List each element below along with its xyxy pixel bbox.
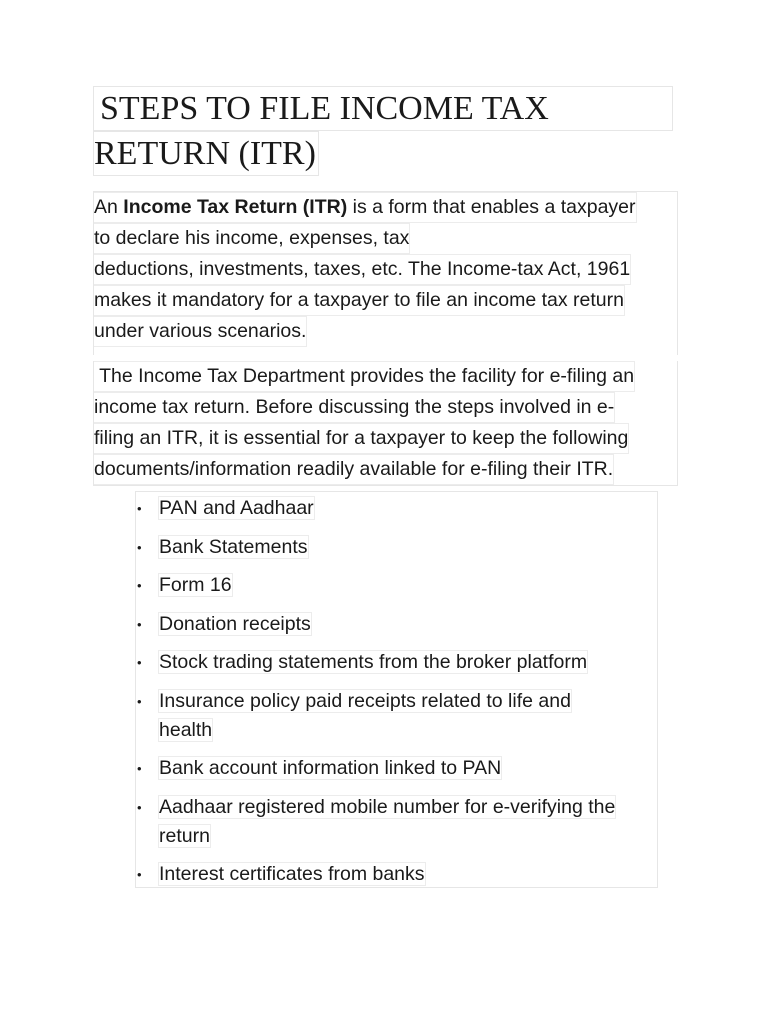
bullet-icon: • [137, 693, 142, 709]
list-item [135, 687, 656, 745]
bullet-icon: • [137, 578, 142, 593]
bullet-icon: • [137, 867, 142, 882]
list-item-text: PAN and Aadhaar [159, 497, 314, 519]
intro-prefix: An [94, 196, 124, 218]
itr-term: Income Tax Return (ITR) [123, 196, 348, 218]
title-line-2: RETURN (ITR) [93, 131, 319, 176]
bullet-icon: • [137, 761, 142, 776]
intro-line-3: deductions, investments, taxes, etc. The Income-tax Act, 1961 [94, 254, 631, 285]
list-item [135, 533, 656, 562]
list-item-text-continued: return [159, 824, 210, 847]
list-item-text: Bank Statements [159, 535, 308, 558]
efiling-line-2: income tax return. Before discussing the steps involved in e- [94, 392, 615, 423]
list-item [135, 754, 656, 783]
bullet-icon: • [137, 539, 142, 555]
list-item-text: Bank account information linked to PAN [159, 757, 502, 779]
bullet-icon: • [137, 655, 142, 670]
efiling-line-3: filing an ITR, it is essential for a taxpayer to keep the following [94, 423, 629, 454]
bullet-icon: • [137, 616, 142, 632]
list-item-text-continued: health [159, 718, 213, 741]
intro-line-1 [94, 192, 637, 223]
documents-list [135, 494, 656, 899]
list-item [135, 648, 656, 677]
intro-line-2: to declare his income, expenses, tax [94, 223, 410, 254]
bullet-icon: • [137, 799, 142, 815]
bullet-icon: • [137, 501, 142, 516]
list-item [135, 610, 656, 639]
list-item-text: Stock trading statements from the broker platform [159, 651, 588, 673]
list-item-text: Donation receipts [159, 612, 311, 635]
list-item-text: Interest certificates from banks [159, 863, 425, 885]
efiling-line-1: The Income Tax Department provides the facility for e-filing an [94, 361, 635, 392]
list-item [135, 494, 656, 523]
intro-paragraph [93, 191, 678, 355]
list-item-text: Insurance policy paid receipts related to life and [159, 689, 571, 712]
page-title [93, 86, 683, 176]
intro-line-5: under various scenarios. [94, 316, 307, 347]
efiling-line-4: documents/information readily available for e-filing their ITR. [94, 454, 614, 485]
intro-line-4: makes it mandatory for a taxpayer to file an income tax return [94, 285, 625, 316]
title-line-1: STEPS TO FILE INCOME TAX [93, 86, 673, 131]
list-item [135, 571, 656, 600]
efiling-paragraph [93, 361, 678, 486]
list-item [135, 860, 656, 889]
list-item-text: Aadhaar registered mobile number for e-verifying the [159, 795, 616, 818]
intro-line-1-rest: is a form that enables a taxpayer [347, 196, 636, 218]
list-item [135, 793, 656, 851]
list-item-text: Form 16 [159, 574, 232, 596]
